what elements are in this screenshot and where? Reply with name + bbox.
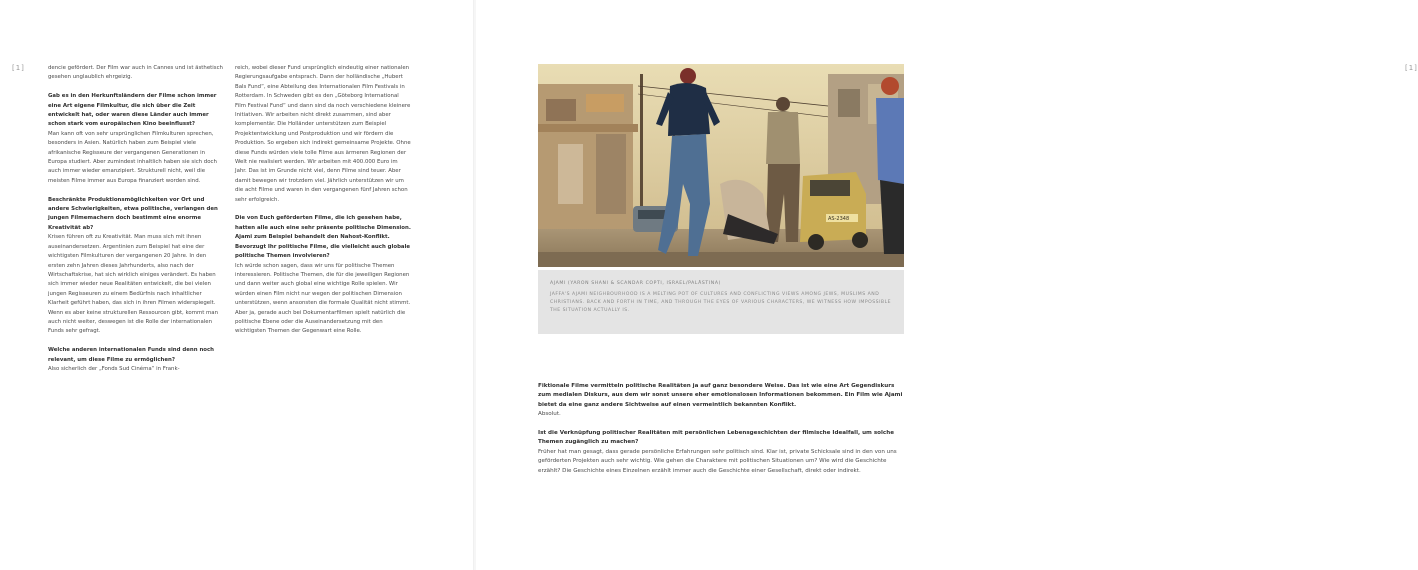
interview-answer: Absolut. [538, 411, 561, 418]
interview-answer: Man kann oft von sehr ursprünglichen Filmkulturen sprechen, besonders in Asien. Natürlich haben zum Beispiel viele afrikanische Regisseure der vergangenen Generationen in Europa studiert. Aber zumindest inhaltlich haben sie sich doch auch immer wieder emanzipiert. Strukturell nicht, weil die meisten Filme immer aus Europa finanziert worden sind. [48, 130, 217, 184]
interview-question: Welche anderen internationalen Funds sind denn noch relevant, um diese Filme zu ermöglichen? [48, 347, 215, 363]
interview-question: Beschränkte Produktionsmöglichkeiten vor Ort und andere Schwierigkeiten, etwa politische, verlangen den jungen Filmemachern doch bestimmt eine enorme Kreativität ab? [48, 196, 218, 231]
right-page-text [538, 382, 904, 476]
interview-question: Ist die Verknüpfung politischer Realitäten mit persönlichen Lebensgeschichten der filmische Idealfall, um solche Themen zugänglich zu machen? [538, 430, 895, 446]
left-page [0, 0, 474, 570]
interview-answer: Krisen führen oft zu Kreativität. Man muss sich mit ihnen auseinandersetzen. Argentinien zum Beispiel hat eine der wichtigsten Filmkulturen der vergangenen 20 Jahre. In den ersten zehn Jahren dieses Jahrhunderts, also nach der Wirtschaftskrise, hat sich wirklich einiges verändert. Es haben sich immer wieder neue Realitäten entwickelt, die bei vielen jungen Regisseuren zu einem Bedürfnis nach inhaltlicher Klarheit geführt haben, das sich in ihren Filmen widerspiegelt. Wenn es aber keine strukturellen Ressourcen gibt, kommt man auch nicht weiter, deswegen ist die Rolle der internationalen Funds sehr gefragt. [48, 234, 219, 335]
interview-answer: Früher hat man gesagt, dass gerade persönliche Erfahrungen sehr politisch sind. Klar ist, private Schicksale sind in den von uns geförderten Projekten auch sehr wichtig. Wie gehen die Charaktere mit politischen Situationen um? Wie wird die Geschichte erzählt? Die Geschichte eines Einzelnen erzählt immer auch die Geschichte einer Gesellschaft, direkt oder indirekt. [538, 448, 897, 474]
left-folio: [1] [12, 64, 25, 72]
interview-question: Fiktionale Filme vermitteln politische Realitäten ja auf ganz besondere Weise. Das ist wie eine Art Gegendiskurs zum medialen Diskurs, aus dem wir sonst unsere eher emotionslosen Informationen bekommen. Ein Film wie Ajami bietet da eine ganz andere Sichtweise auf einen vermeintlich bekannten Konflikt. [538, 383, 903, 408]
caption-credit: AJAMI (YARON SHANI & SCANDAR COPTI, ISRAEL/PALÄSTINA) [550, 281, 721, 286]
caption-text: JAFFA'S AJAMI NEIGHBOURHOOD IS A MELTING POT OF CULTURES AND CONFLICTING VIEWS AMONG JEWS, MUSLIMS AND CHRISTIANS. BACK AND FORTH IN TIME, AND THROUGH THE EYES OF VARIOUS CHARACTERS, WE WITNESS HOW IMPOSSIBLE THE SITUATION ACTUALLY IS. [550, 292, 892, 313]
right-folio: [1] [1405, 64, 1418, 72]
interview-answer: Ich würde schon sagen, dass wir uns für politische Themen interessieren. Politische Themen, die für die jeweiligen Regionen und dann weiter auch global eine wichtige Rolle spielen. Wir würden einen Film nicht nur wegen der politischen Dimension unterstützen, wenn ansonsten die formale Qualität nicht stimmt. Aber ja, gerade auch bei Dokumentarfilmen spielt natürlich die politische Ebene oder die Auseinandersetzung mit den wichtigsten Themen der Gegenwart eine Rolle. [235, 262, 411, 335]
film-still-photo [538, 64, 904, 267]
interview-answer: reich, wobei dieser Fund ursprünglich eindeutig einer nationalen Regierungsaufgabe entsprach. Dann der holländische „Hubert Bals Fund“, eine Abteilung des Internationalen Film Festivals in Rotterdam. In Schweden gibt es den „Göteborg International Film Festival Fund“ und dann sind da noch verschiedene kleinere Initiativen. Wir arbeiten nicht direkt zusammen, sind aber komplementär. Die Holländer unterstützen zum Beispiel Projektentwicklung und Postproduktion und wir fördern die Produktion. So ergeben sich indirekt gemeinsame Projekte. Ohne diese Funds würden viele tolle Filme aus ärmeren Regionen der Welt nie realisiert werden. Wir arbeiten mit 400.000 Euro im Jahr. Das ist im Grunde nicht viel, denn Filme sind teuer. Aber damit bewegen wir trotzdem viel. Jährlich unterstützen wir um die acht Filme und waren in den vergangenen fünf Jahren schon sehr erfolgreich. [235, 65, 411, 203]
paragraph: dencie gefördert. Der Film war auch in Cannes und ist ästhetisch gesehen unglaublich ehrgeizig. [48, 65, 223, 81]
left-column-1 [48, 64, 224, 384]
photo-caption-box [538, 270, 904, 334]
street-scene-illustration [538, 64, 904, 267]
interview-answer: Also sicherlich der „Fonds Sud Cinéma“ in Frank- [48, 365, 180, 372]
license-plate: AS-2348 [828, 216, 850, 222]
interview-question: Die von Euch geförderten Filme, die ich gesehen habe, hatten alle auch eine sehr präsente politische Dimension. Ajami zum Beispiel behandelt den Nahost-Konflikt. Bevorzugt Ihr politische Filme, die vielleicht auch globale politische Themen involvieren? [235, 215, 411, 260]
left-column-2 [235, 64, 411, 346]
interview-question: Gab es in den Herkunftsländern der Filme schon immer eine Art eigene Filmkultur, die sich über die Zeit entwickelt hat, oder waren diese Länder auch immer schon stark vom europäischen Kino beeinflusst? [48, 93, 217, 128]
